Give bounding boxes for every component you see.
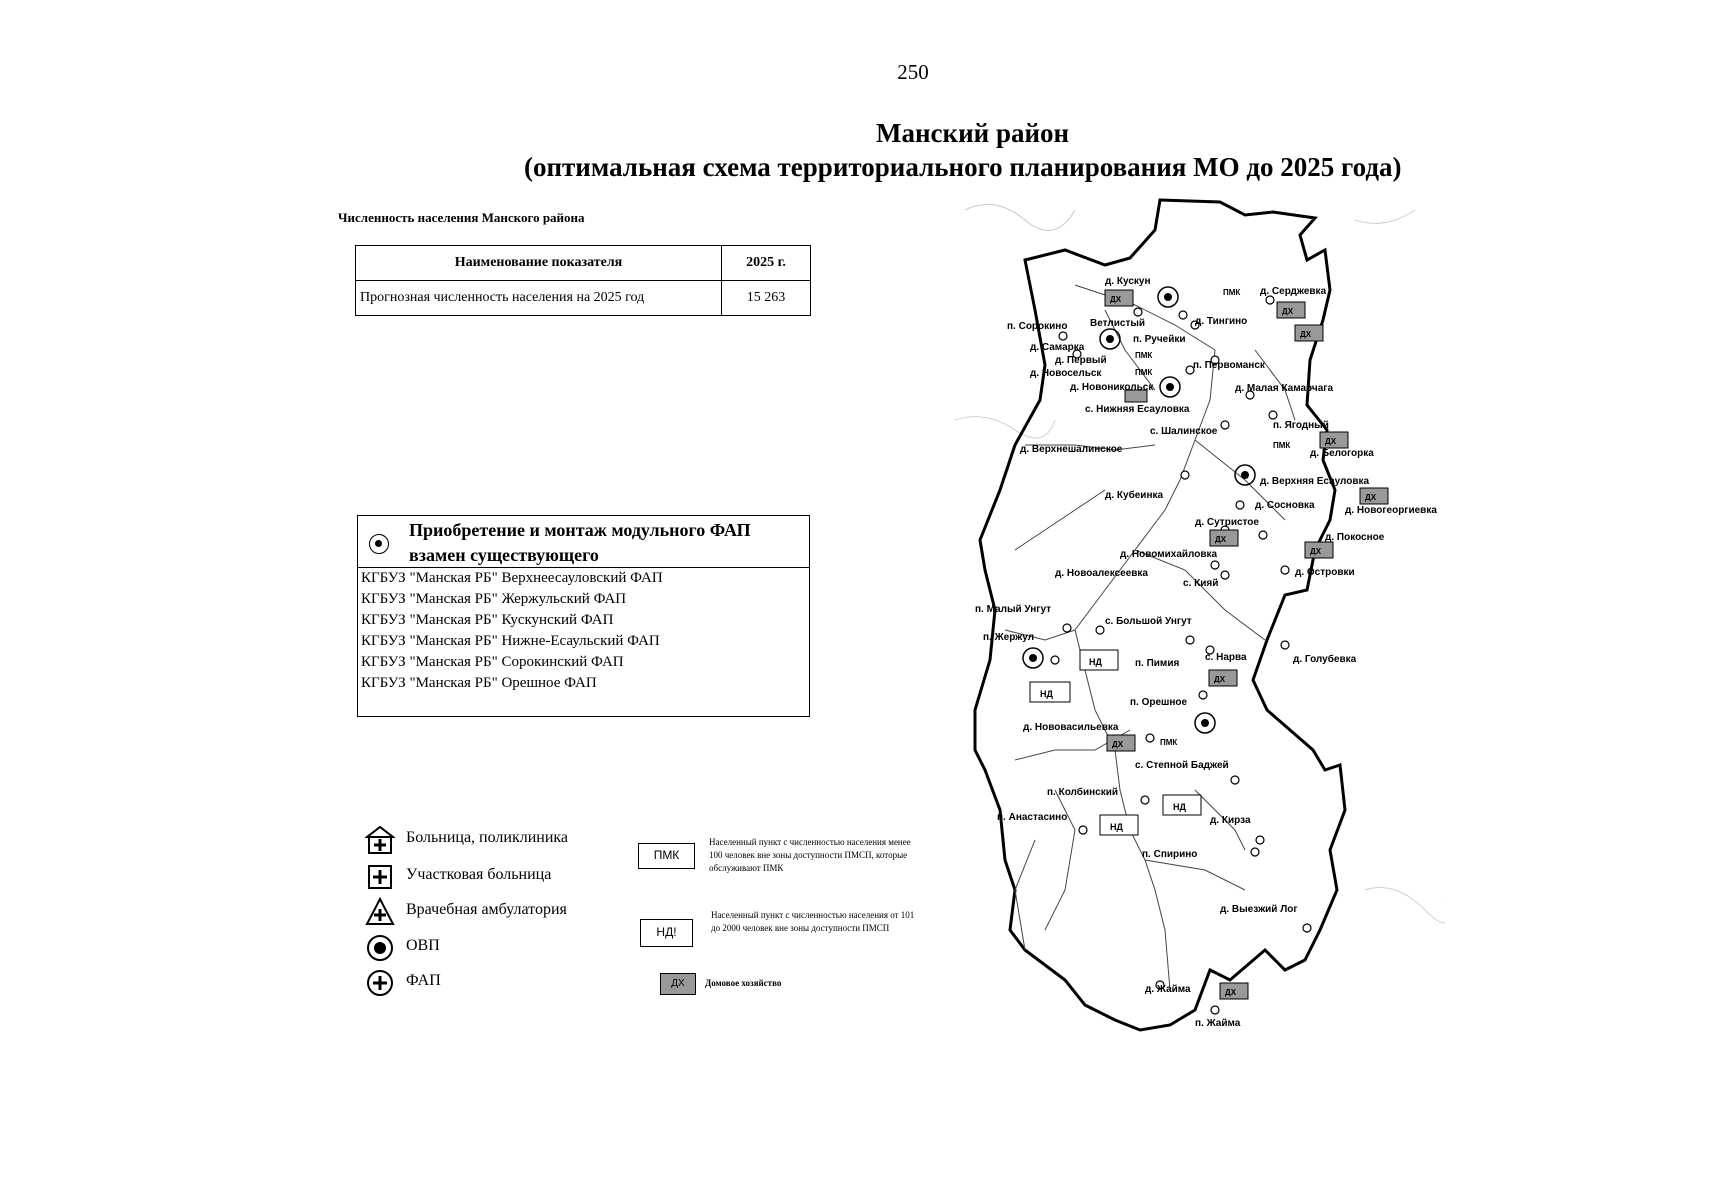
map-label: д. Верхняя Есауловка (1260, 476, 1370, 487)
dh-legend-box: ДХ (660, 973, 696, 995)
map-label: д. Покосное (1325, 532, 1385, 543)
map-label: п. Жайма (1195, 1018, 1241, 1029)
map-label: п. Жержул (983, 632, 1035, 643)
table-row (356, 281, 811, 316)
fap-table-header (358, 516, 809, 568)
map-label: с. Большой Унгут (1105, 616, 1192, 627)
row-indicator: Прогнозная численность населения на 2025 год (356, 281, 722, 316)
map-label: п. Орешное (1130, 697, 1188, 708)
map-label: д. Новосельск (1030, 368, 1102, 379)
legend-ambulatory-label: Врачебная амбулатория (406, 901, 567, 918)
nd-legend-box: НД! (640, 919, 693, 947)
map-label: д. Кускун (1105, 276, 1151, 287)
map-label: с. Кияй (1183, 578, 1219, 589)
map-label: д. Нововасильевка (1023, 722, 1119, 733)
fap-replacement-table (357, 515, 810, 717)
map-label: Ветлистый (1090, 318, 1146, 329)
page-number: 250 (897, 60, 929, 84)
pmk-label: ПМК (1135, 368, 1153, 377)
map-label: п. Колбинский (1047, 787, 1119, 798)
ovp-icon (365, 933, 395, 963)
dh-label: ДХ (1112, 740, 1124, 749)
nd-label: НД (1110, 822, 1123, 832)
header-indicator: Наименование показателя (356, 246, 722, 281)
dh-label: ДХ (1282, 307, 1294, 316)
list-item: КГБУЗ "Манская РБ" Сорокинский ФАП (361, 654, 624, 670)
map-label: п. Ручейки (1133, 334, 1186, 345)
map-label: д. Выезжий Лог (1220, 904, 1298, 915)
list-item: КГБУЗ "Манская РБ" Кускунский ФАП (361, 612, 614, 628)
nd-label: НД (1173, 802, 1186, 812)
map-label: д. Серджевка (1260, 286, 1327, 297)
row-value: 15 263 (722, 281, 811, 316)
map-label: д. Сосновка (1255, 500, 1315, 511)
map-label: п. Ягодный (1273, 420, 1329, 431)
map-label: д. Сутристое (1195, 517, 1259, 528)
hospital-icon (365, 825, 395, 855)
dh-label: ДХ (1110, 295, 1122, 304)
map-label: п. Спирино (1142, 849, 1198, 860)
dh-label: ДХ (1215, 535, 1227, 544)
district-hospital-icon (365, 862, 395, 892)
map-label: п. Первоманск (1193, 360, 1265, 371)
title-line-2: (оптимальная схема территориального планирования МО до 2025 года) (524, 152, 1402, 182)
map-label: д. Кубеинка (1105, 490, 1164, 501)
pmk-label: ПМК (1160, 738, 1178, 747)
list-item: КГБУЗ "Манская РБ" Жержульский ФАП (361, 591, 627, 607)
nd-label: НД (1040, 689, 1053, 699)
dh-label: ДХ (1365, 493, 1377, 502)
dh-legend-text: Домовое хозяйство (705, 978, 782, 988)
list-item: КГБУЗ "Манская РБ" Нижне-Есаульский ФАП (361, 633, 660, 649)
map-label: п. Анастасино (997, 812, 1068, 823)
pmk-legend-text: Населенный пункт с численностью населения менее 100 человек вне зоны доступности ПМСП, которые обслуживают ПМК (709, 837, 911, 873)
map-label: д. Верхнешалинское (1020, 444, 1123, 455)
map-label: п. Пимия (1135, 658, 1180, 669)
population-table (355, 245, 811, 316)
map-label: с. Нарва (1205, 652, 1247, 663)
title-line-1: Манский район (876, 118, 1070, 148)
map-label: п. Сорокино (1007, 321, 1068, 332)
map-label: с. Степной Баджей (1135, 760, 1229, 771)
header-year: 2025 г. (722, 246, 811, 281)
map-label: д. Самарка (1030, 342, 1085, 353)
map-label: с. Нижняя Есауловка (1085, 404, 1190, 415)
map-label: д. Малая Камарчага (1235, 383, 1334, 394)
ambulatory-icon (365, 897, 395, 927)
dh-label: ДХ (1300, 330, 1312, 339)
legend-district-hospital-label: Участковая больница (406, 866, 552, 883)
map-label: д. Жайма (1145, 984, 1191, 995)
fap-icon (365, 968, 395, 998)
map-label: д. Новоникольск (1070, 382, 1154, 393)
pmk-label: ПМК (1273, 441, 1291, 450)
map-label: д. Тингино (1195, 316, 1248, 327)
nd-legend-text: Населенный пункт с численностью населения от 101 до 2000 человек вне зоны доступности ПМСП (711, 910, 915, 933)
map-label: д. Новогеоргиевка (1345, 505, 1437, 516)
pmk-label: ПМК (1135, 351, 1153, 360)
map-label: п. Малый Унгут (975, 604, 1052, 615)
population-caption: Численность населения Манского района (338, 210, 585, 225)
pmk-legend-box: ПМК (638, 843, 695, 869)
table-header-row (356, 246, 811, 281)
map-label: д. Новоалексеевка (1055, 568, 1148, 579)
legend-ovp-label: ОВП (406, 937, 440, 954)
list-item: КГБУЗ "Манская РБ" Орешное ФАП (361, 675, 597, 691)
ovp-dot-icon (369, 534, 389, 554)
map-label: д. Новомихайловка (1120, 549, 1218, 560)
fap-table-title: Приобретение и монтаж модульного ФАП взамен существующего (409, 520, 751, 565)
district-map (955, 190, 1445, 1040)
legend-hospital-label: Больница, поликлиника (406, 829, 569, 846)
dh-label: ДХ (1225, 988, 1237, 997)
dh-label: ДХ (1214, 675, 1226, 684)
map-label: с. Шалинское (1150, 426, 1218, 437)
map-label: д. Белогорка (1310, 448, 1374, 459)
dh-label: ДХ (1310, 547, 1322, 556)
pmk-label: ПМК (1223, 288, 1241, 297)
fap-list (358, 568, 809, 694)
map-label: д. Первый (1055, 355, 1107, 366)
map-label: д. Кирза (1210, 815, 1251, 826)
legend-fap-label: ФАП (406, 972, 441, 989)
map-label: д. Островки (1295, 567, 1355, 578)
nd-label: НД (1089, 657, 1102, 667)
list-item: КГБУЗ "Манская РБ" Верхнеесауловский ФАП (361, 570, 663, 586)
map-label: д. Голубевка (1293, 654, 1357, 665)
dh-label: ДХ (1325, 437, 1337, 446)
